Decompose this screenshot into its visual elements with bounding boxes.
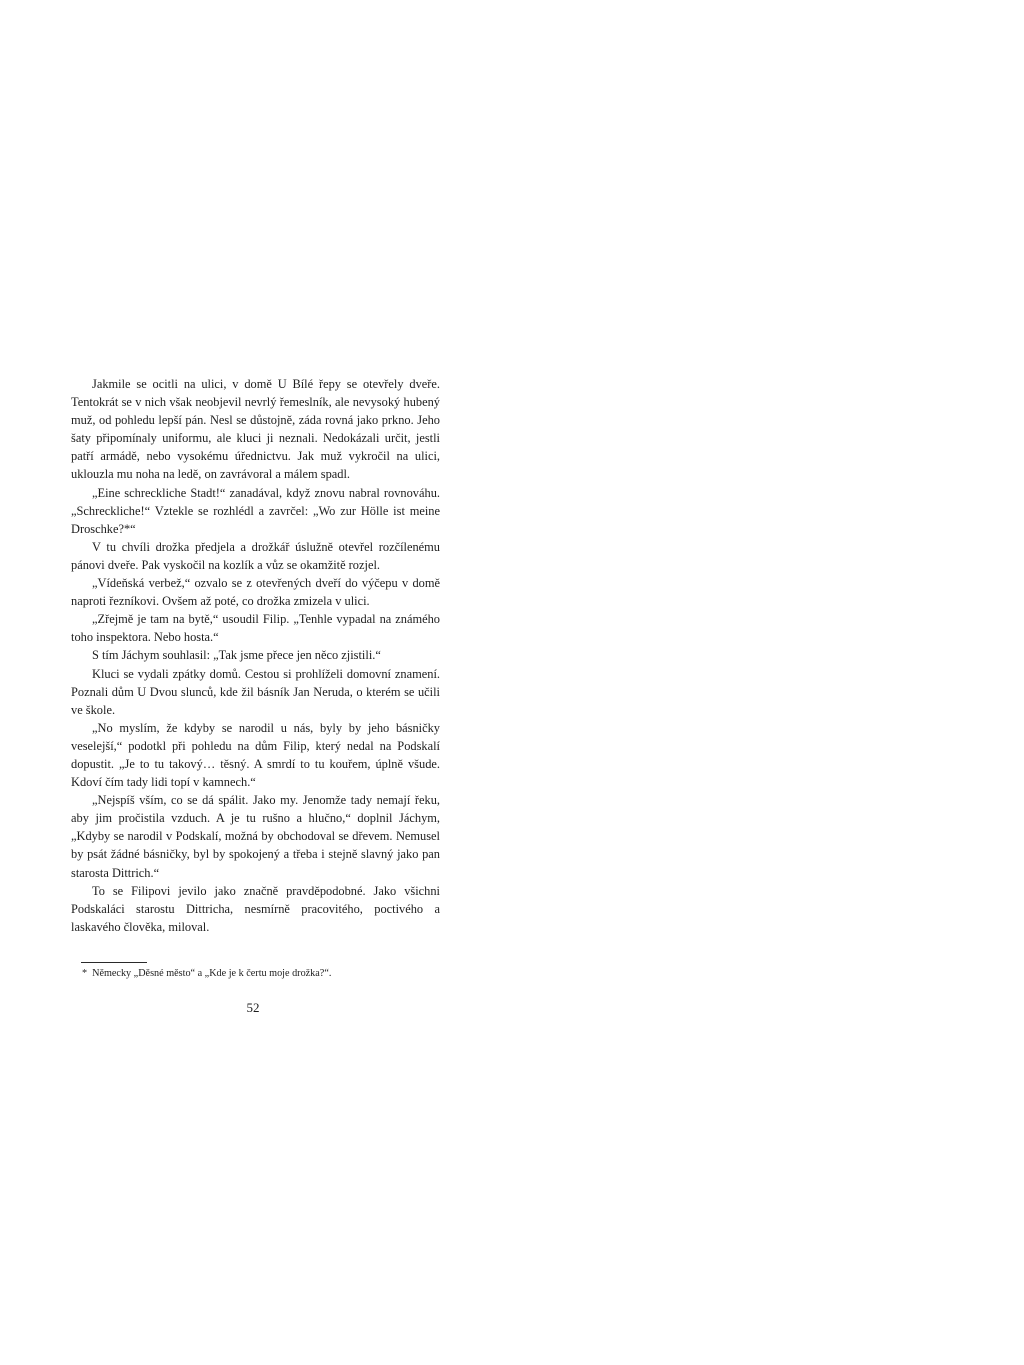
footnote	[82, 967, 442, 981]
paragraph: „Nejspíš vším, co se dá spálit. Jako my. Jenomže tady nemají řeku, aby jim pročistila vzduch. A je tu rušno a hlučno,“ doplnil Jáchym, „Kdyby se narodil v Podskalí, možná by obchodoval se dřevem. Nemusel by psát žádné básničky, byl by spokojený a třeba i stejně slavný jako pan starosta Dittrich.“	[71, 793, 440, 880]
paragraph: S tím Jáchym souhlasil: „Tak jsme přece jen něco zjistili.“	[92, 648, 381, 663]
paragraph: Jakmile se ocitli na ulici, v domě U Bílé řepy se otevřely dveře. Tentokrát se v nich však neobjevil nevrlý řemeslník, ale nevysoký hubený muž, od pohledu lepší pán. Nesl se důstojně, záda rovná jako prkno. Jeho šaty připomínaly uniformu, ale kluci ji neznali. Nedokázali určit, jestli patří armádě, nebo vysokému úřednictvu. Jak muž vykročil na ulici, uklouzla mu noha na ledě, on zavrávoral a málem spadl.	[71, 377, 440, 482]
paragraph: „No myslím, že kdyby se narodil u nás, byly by jeho básničky veselejší,“ podotkl při pohledu na dům Filip, který nedal na Podskalí dopustit. „Je to tu takový… těsný. A smrdí to tu kouřem, úplně všude. Kdoví čím tady lidi topí v kamnech.“	[71, 720, 440, 790]
paragraph: „Zřejmě je tam na bytě,“ usoudil Filip. „Tenhle vypadal na známého toho inspektora. Nebo hosta.“	[71, 612, 440, 645]
body-text	[71, 375, 440, 936]
paragraph: Kluci se vydali zpátky domů. Cestou si prohlíželi domovní znamení. Poznali dům U Dvou slunců, kde žil básník Jan Neruda, o kterém se učili ve škole.	[71, 666, 440, 717]
page-number: 52	[246, 1000, 260, 1015]
paragraph: V tu chvíli drožka předjela a drožkář úslužně otevřel rozčílenému pánovi dveře. Pak vyskočil na kozlík a vůz se okamžitě rozjel.	[71, 539, 440, 572]
paragraph: „Eine schreckliche Stadt!“ zanadával, když znovu nabral rovnováhu. „Schreckliche!“ Vztekle se rozhlédl a zavrčel: „Wo zur Hölle ist meine Droschke?*“	[71, 485, 440, 536]
footnote-text: Německy „Děsné město“ a „Kde je k čertu moje drožka?“.	[92, 968, 332, 979]
footnote-divider	[81, 962, 147, 963]
paragraph: To se Filipovi jevilo jako značně pravděpodobné. Jako všichni Podskaláci starostu Dittricha, nesmírně pracovitého, poctivého a laskavého člověka, miloval.	[71, 883, 440, 934]
footnote-marker: *	[82, 968, 88, 979]
paragraph: „Vídeňská verbež,“ ozvalo se z otevřených dveří do výčepu v domě naproti řezníkovi. Ovšem až poté, co drožka zmizela v ulici.	[71, 576, 440, 609]
